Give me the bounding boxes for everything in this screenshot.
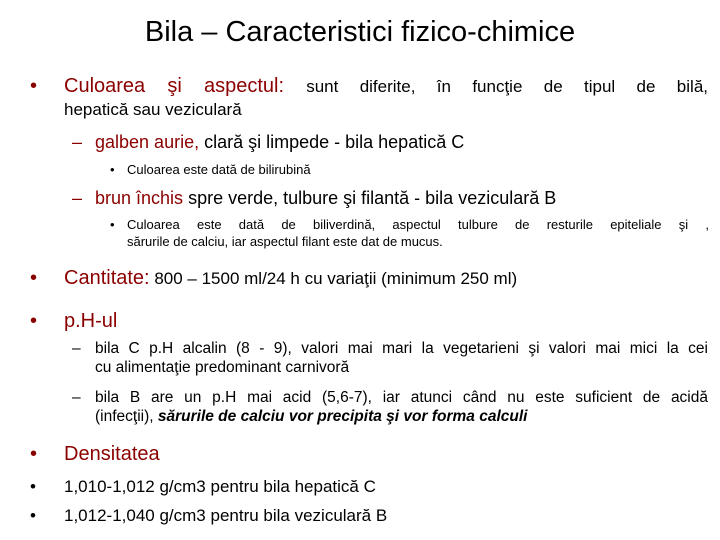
dash: – <box>72 132 83 152</box>
brun-inchis-text: brun închis <box>95 188 184 208</box>
sub1-rest: clară şi limpede - bila hepatică C <box>199 132 465 152</box>
culoarea-sub1 <box>95 131 464 153</box>
bullet: • <box>30 310 38 332</box>
cantitate-line <box>64 266 517 291</box>
culoarea-sub2 <box>95 187 556 209</box>
bullet: • <box>30 477 36 496</box>
culoarea-line1 <box>64 74 708 99</box>
galben-aurie-text: galben aurie, <box>95 132 200 152</box>
culoarea-text-line2: hepatică sau veziculară <box>64 100 242 119</box>
bullet: • <box>30 506 36 525</box>
slide-title: Bila – Caracteristici fizico-chimice <box>144 16 576 48</box>
dash: – <box>72 340 81 357</box>
ph-item2-emphasis: sărurile de calciu vor precipita şi vor forma calculi <box>157 408 528 425</box>
ph-item2-line2 <box>95 407 527 427</box>
bullet: • <box>30 443 38 465</box>
cantitate-label: Cantitate: <box>64 267 150 289</box>
ph-item2-line1: bila B are un p.H mai acid (5,6-7), iar atunci când nu este suficient de acidă <box>95 389 708 406</box>
culoarea-text-line1: sunt diferite, în funcţie de tipul de bilă, <box>306 77 708 96</box>
sub2-note-line1: Culoarea este dată de biliverdină, aspectul tulbure de resturile epiteliale şi , <box>127 217 709 232</box>
densitatea-item-2: 1,012-1,040 g/cm3 pentru bila veziculară B <box>64 506 388 525</box>
ph-item2-plain: (infecţii), <box>95 408 158 425</box>
bullet: • <box>30 75 38 97</box>
cantitate-text: 800 – 1500 ml/24 h cu variaţii (minimum 250 ml) <box>149 269 518 288</box>
dash: – <box>72 188 83 208</box>
culoarea-label: Culoarea şi aspectul: <box>64 75 285 97</box>
bullet: • <box>110 162 115 177</box>
bullet: • <box>110 217 115 232</box>
ph-item1-line1: bila C p.H alcalin (8 - 9), valori mai mari la vegetarieni şi valori mai mici la cei <box>95 340 708 357</box>
sub2-note-line2: sărurile de calciu, iar aspectul filant este dat de mucus. <box>127 234 443 249</box>
densitatea-item-1: 1,010-1,012 g/cm3 pentru bila hepatică C <box>64 477 376 496</box>
sub2-rest: spre verde, tulbure şi filantă - bila veziculară B <box>183 188 557 208</box>
densitatea-label: Densitatea <box>64 443 160 465</box>
ph-item1-line2: cu alimentaţie predominant carnivoră <box>95 359 350 376</box>
ph-label: p.H-ul <box>64 310 118 332</box>
bullet: • <box>30 267 38 289</box>
sub1-note: Culoarea este dată de bilirubină <box>127 162 311 177</box>
dash: – <box>72 389 81 406</box>
